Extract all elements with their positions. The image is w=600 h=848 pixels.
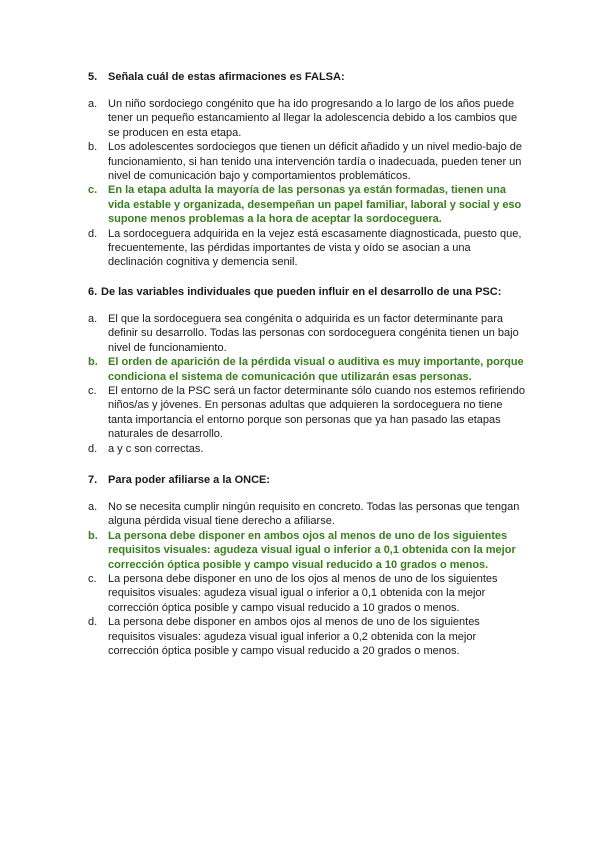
question-text: Para poder afiliarse a la ONCE:: [108, 474, 271, 486]
question-6-title: [88, 285, 528, 299]
option-c: [88, 384, 528, 442]
option-text: La persona debe disponer en ambos ojos al menos de uno de los siguientes requisitos visuales: agudeza visual igual o inferior a 0,1 obtenida con la mejor corrección óptica posible y campo visual reducido a 10 grados o menos.: [108, 529, 516, 571]
option-text: La persona debe disponer en ambos ojos al menos de uno de los siguientes requisitos visuales: agudeza visual igual inferior a 0,2 obtenida con la mejor corrección óptica posible y campo visual reducido a 20 grados o menos.: [108, 616, 480, 658]
option-letter: c.: [88, 573, 97, 586]
option-letter: d.: [88, 227, 98, 240]
option-letter: c.: [88, 385, 97, 398]
option-d: [88, 227, 528, 270]
question-7-title: [88, 473, 528, 487]
option-list: [88, 500, 528, 658]
option-c-correct: [88, 183, 528, 226]
option-text: Los adolescentes sordociegos que tienen un déficit añadido y un nivel medio-bajo de funcionamiento, si han tenido una intervención tardía o inadecuada, pueden tener un nivel de comunicación bajo y comportamientos problemáticos.: [108, 141, 523, 183]
option-letter: a.: [88, 98, 98, 110]
option-letter: b.: [88, 356, 98, 369]
option-list: [88, 97, 528, 270]
option-letter: d.: [88, 442, 98, 455]
option-letter: c.: [88, 184, 98, 197]
option-a: [88, 97, 528, 140]
option-d: [88, 615, 528, 658]
option-letter: a.: [88, 313, 98, 325]
option-letter: b.: [88, 529, 98, 542]
option-letter: b.: [88, 141, 98, 154]
question-text: De las variables individuales que pueden influir en el desarrollo de una PSC:: [101, 286, 502, 298]
option-a: [88, 312, 528, 355]
option-list: [88, 312, 528, 456]
option-c: [88, 572, 528, 615]
option-text: El entorno de la PSC será un factor determinante sólo cuando nos estemos refiriendo niños/as y jóvenes. En personas adultas que adquieren la sordoceguera no tiene tanta importancia el entorno porque son personas que ya han pasado las etapas naturales de desarrollo.: [108, 385, 526, 441]
option-text: En la etapa adulta la mayoría de las personas ya están formadas, tienen una vida estable y organizada, desempeñan un papel familiar, laboral y social y eso supone menos problemas a la hora de aceptar la sordoceguera.: [108, 184, 522, 226]
option-a: [88, 500, 528, 529]
option-b-correct: [88, 355, 528, 384]
question-5-title: [88, 70, 528, 84]
option-text: No se necesita cumplir ningún requisito en concreto. Todas las personas que tengan alguna pérdida visual tiene derecho a afiliarse.: [108, 501, 520, 528]
question-7: [88, 473, 528, 658]
option-letter: d.: [88, 616, 98, 629]
option-text: La sordoceguera adquirida en la vejez está escasamente diagnosticada, puesto que, frecuentemente, las pérdidas importantes de vista y oído se asocian a una declinación cognitiva y demencia senil.: [108, 227, 522, 269]
question-number: 6.: [88, 286, 98, 298]
question-5: [88, 70, 528, 270]
option-letter: a.: [88, 501, 98, 513]
option-b-correct: [88, 529, 528, 572]
option-text: El que la sordoceguera sea congénita o adquirida es un factor determinante para definir su desarrollo. Todas las personas con sordoceguera congénita tienen un bajo nivel de funcionamiento.: [108, 313, 519, 354]
question-6: [88, 285, 528, 456]
question-number: 5.: [88, 71, 98, 83]
question-text: Señala cuál de estas afirmaciones es FALSA:: [108, 71, 345, 83]
option-text: El orden de aparición de la pérdida visual o auditiva es muy importante, porque condiciona el sistema de comunicación que utilizarán esas personas.: [108, 356, 524, 383]
option-d: [88, 442, 528, 456]
option-text: La persona debe disponer en uno de los ojos al menos de uno de los siguientes requisitos visuales: agudeza visual igual o inferior a 0,1 obtenida con la mejor corrección óptica posible y campo visual reducido a 10 grados o menos.: [108, 573, 498, 614]
option-text: a y c son correctas.: [108, 442, 204, 455]
option-text: Un niño sordociego congénito que ha ido progresando a lo largo de los años puede tener un pequeño estancamiento al llegar la adolescencia debido a los cambios que se producen en esta etapa.: [108, 98, 518, 139]
option-b: [88, 140, 528, 183]
question-number: 7.: [88, 474, 98, 486]
